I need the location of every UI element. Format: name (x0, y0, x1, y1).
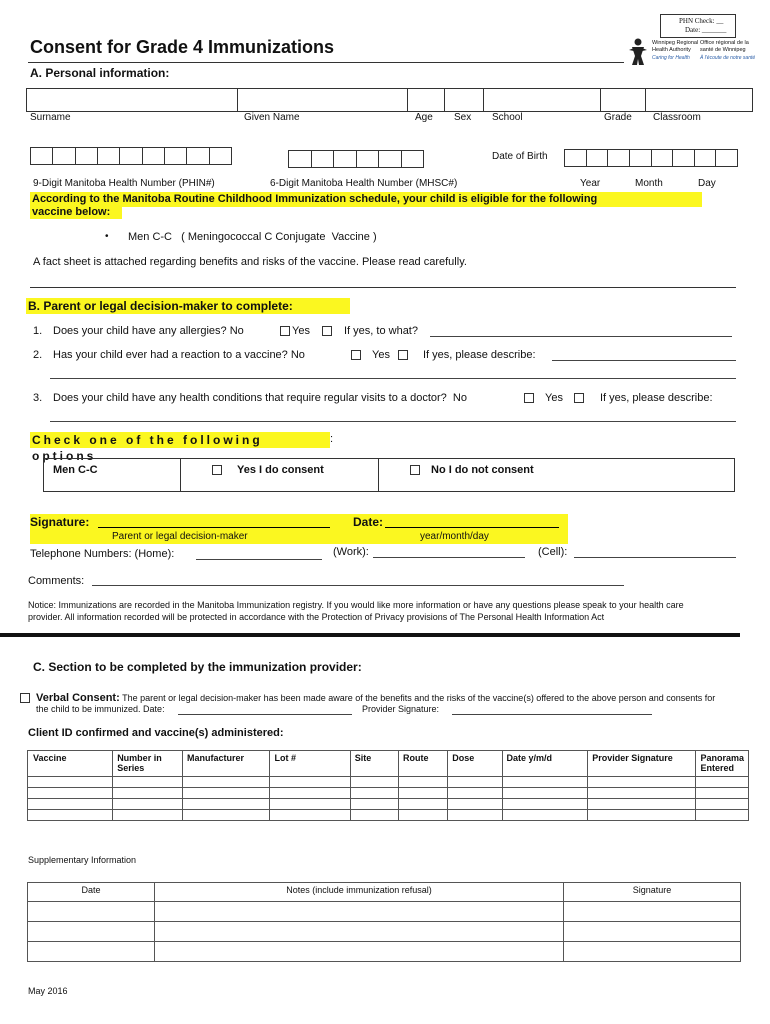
col-date: Date y/m/d (502, 751, 588, 777)
table-row[interactable] (28, 799, 749, 810)
school-label: School (492, 112, 523, 123)
mhsc-digit[interactable] (333, 150, 357, 168)
verbal-consent-label: Verbal Consent: (36, 692, 120, 704)
consent-yes-label: Yes I do consent (237, 464, 324, 476)
col-vaccine: Vaccine (28, 751, 113, 777)
col-dose: Dose (448, 751, 502, 777)
tel-cell-label: (Cell): (538, 546, 568, 558)
q2-number: 2. (33, 349, 43, 361)
section-divider-thick (0, 633, 740, 637)
date-sublabel: year/month/day (420, 531, 489, 542)
logo-fr-1: Office régional de la (700, 40, 749, 46)
tel-home-label: Telephone Numbers: (Home): (30, 548, 175, 560)
phin-digit[interactable] (97, 147, 120, 165)
surname-field[interactable] (26, 88, 238, 112)
signature-label: Signature: (30, 515, 90, 529)
supplementary-table (27, 882, 741, 962)
dob-year-digit[interactable] (607, 149, 630, 167)
page-title: Consent for Grade 4 Immunizations (30, 37, 335, 57)
q1-follow-line[interactable] (430, 336, 732, 337)
logo-en-2: Health Authority (652, 47, 691, 53)
table-row[interactable] (28, 788, 749, 799)
client-id-heading: Client ID confirmed and vaccine(s) administered: (28, 727, 284, 739)
q3-yes-label: Yes (545, 392, 563, 404)
phin-digit[interactable] (119, 147, 142, 165)
phn-check-date: Date: _______ (685, 26, 727, 34)
check-options-colon: : (330, 433, 334, 445)
q3-yes-checkbox[interactable] (574, 393, 584, 403)
table-row[interactable] (28, 942, 741, 962)
dob-year-digit[interactable] (564, 149, 587, 167)
q2-no-checkbox[interactable] (351, 350, 361, 360)
dob-day-digit[interactable] (694, 149, 717, 167)
phin-digit[interactable] (186, 147, 209, 165)
comments-label: Comments: (28, 575, 85, 587)
phn-check-label: PHN Check: __ (679, 17, 724, 25)
supp-col-notes: Notes (include immunization refusal) (155, 883, 564, 902)
q3-number: 3. (33, 392, 43, 404)
classroom-field[interactable] (645, 88, 753, 112)
logo-fr-2: santé de Winnipeg (700, 47, 746, 53)
q2-follow-line[interactable] (552, 360, 736, 361)
col-provider-signature: Provider Signature (588, 751, 696, 777)
sex-field[interactable] (444, 88, 484, 112)
tel-work-line[interactable] (373, 557, 525, 558)
logo-en-1: Winnipeg Regional (652, 40, 699, 46)
signature-line[interactable] (98, 527, 330, 528)
q1-number: 1. (33, 325, 43, 337)
col-number-in-series: Number in Series (113, 751, 183, 777)
col-manufacturer: Manufacturer (183, 751, 270, 777)
grade-label: Grade (604, 112, 632, 123)
provider-signature-label: Provider Signature: (362, 704, 440, 714)
classroom-label: Classroom (653, 112, 701, 123)
q2-yes-label: Yes (372, 349, 390, 361)
phin-digit[interactable] (209, 147, 232, 165)
col-route: Route (399, 751, 448, 777)
wrha-logo-icon (628, 38, 648, 66)
q2-yes-checkbox[interactable] (398, 350, 408, 360)
consent-vaccine-label: Men C-C (53, 464, 98, 476)
table-row[interactable] (28, 810, 749, 821)
administration-header-row (28, 751, 749, 777)
mhsc-digit[interactable] (401, 150, 425, 168)
given-name-label: Given Name (244, 112, 300, 123)
supp-col-signature: Signature (564, 883, 741, 902)
comments-line[interactable] (92, 585, 624, 586)
date-line[interactable] (385, 527, 559, 528)
mhsc-digit-boxes[interactable] (288, 150, 424, 168)
day-label: Day (698, 178, 716, 189)
phin-digit[interactable] (30, 147, 53, 165)
vaccine-bullet: • (105, 231, 109, 242)
dob-year-digit[interactable] (586, 149, 609, 167)
q1-yes-checkbox[interactable] (322, 326, 332, 336)
verbal-consent-body: The parent or legal decision-maker has been made aware of the benefits and the risks of the vaccine(s) offered to the above person and consents for (119, 693, 716, 703)
phin-digit[interactable] (164, 147, 187, 165)
consent-options-box (43, 458, 735, 492)
date-label: Date: (353, 515, 384, 529)
dob-day-digit[interactable] (715, 149, 738, 167)
tel-cell-line[interactable] (574, 557, 736, 558)
verbal-consent-text (36, 692, 715, 704)
provider-signature-line[interactable] (452, 714, 652, 715)
col-panorama-entered: Panorama Entered (696, 751, 749, 777)
eligibility-text-1: According to the Manitoba Routine Childhood Immunization schedule, your child is eligible for the following (32, 193, 598, 205)
q1-no-checkbox[interactable] (280, 326, 290, 336)
phn-check-box (660, 14, 736, 38)
vaccine-listed: Men C-C ( Meningococcal C Conjugate Vaccine ) (128, 231, 377, 243)
phin-digit-boxes[interactable] (30, 147, 232, 165)
phin-digit[interactable] (75, 147, 98, 165)
logo-en-3: Caring for Health (652, 55, 690, 61)
section-b-heading: B. Parent or legal decision-maker to complete: (26, 298, 350, 314)
consent-yes-checkbox[interactable] (212, 465, 222, 475)
col-lot: Lot # (270, 751, 350, 777)
mhsc-digit[interactable] (311, 150, 335, 168)
col-site: Site (350, 751, 398, 777)
q3-extra-line[interactable] (50, 421, 736, 422)
section-c-heading: C. Section to be completed by the immunization provider: (33, 660, 362, 674)
q1-follow-label: If yes, to what? (344, 325, 418, 337)
supplementary-header-row (28, 883, 741, 902)
dob-month-digit[interactable] (672, 149, 695, 167)
verbal-consent-checkbox[interactable] (20, 693, 30, 703)
year-label: Year (580, 178, 601, 189)
phin-digit[interactable] (142, 147, 165, 165)
q3-no-checkbox[interactable] (524, 393, 534, 403)
table-row[interactable] (28, 902, 741, 922)
consent-divider-1 (180, 458, 181, 492)
q3-follow-label: If yes, please describe: (600, 392, 713, 404)
consent-no-label: No I do not consent (431, 464, 534, 476)
tel-home-line[interactable] (196, 559, 322, 560)
tel-work-label: (Work): (333, 546, 369, 558)
notice-line-2: provider. All information recorded will be protected in accordance with the Protection of Privacy provisions of The Personal Health Information Act (28, 612, 605, 622)
dob-label: Date of Birth (492, 151, 548, 162)
wrha-logo (628, 38, 758, 68)
age-field[interactable] (407, 88, 445, 112)
logo-fr-3: À l'écoute de notre santé (700, 55, 756, 61)
notice-line-1: Notice: Immunizations are recorded in the Manitoba Immunization registry. If you would like more information or have any questions please speak to your health care (28, 600, 684, 610)
mhsc-digit[interactable] (356, 150, 380, 168)
q2-follow-label: If yes, please describe: (423, 349, 536, 361)
mhsc-digit[interactable] (378, 150, 402, 168)
consent-divider-2 (378, 458, 379, 492)
verbal-consent-line-2: the child to be immunized. Date: (36, 704, 165, 714)
phin-digit[interactable] (52, 147, 75, 165)
verbal-date-line[interactable] (178, 714, 352, 715)
surname-label: Surname (30, 112, 71, 123)
dob-month-digit[interactable] (651, 149, 674, 167)
mhsc-digit[interactable] (288, 150, 312, 168)
q3-text: Does your child have any health conditions that require regular visits to a doctor? No (53, 392, 467, 404)
consent-no-checkbox[interactable] (410, 465, 420, 475)
footer-date: May 2016 (28, 986, 68, 996)
school-field[interactable] (483, 88, 601, 112)
given-name-field[interactable] (237, 88, 408, 112)
q2-text: Has your child ever had a reaction to a vaccine? No (53, 349, 305, 361)
supp-col-date: Date (28, 883, 155, 902)
dob-boxes[interactable] (564, 149, 738, 167)
q1-yes-label: Yes (292, 325, 310, 337)
mhsc-label: 6-Digit Manitoba Health Number (MHSC#) (270, 178, 458, 189)
section-a-divider (30, 287, 736, 288)
supplementary-label: Supplementary Information (28, 855, 137, 865)
table-row[interactable] (28, 777, 749, 788)
administration-table (27, 750, 749, 821)
q1-text: Does your child have any allergies? No (53, 325, 244, 337)
grade-field[interactable] (600, 88, 646, 112)
fact-sheet-note: A fact sheet is attached regarding benefits and risks of the vaccine. Please read carefully. (33, 256, 467, 268)
section-a-heading: A. Personal information: (30, 66, 170, 80)
age-label: Age (415, 112, 433, 123)
table-row[interactable] (28, 922, 741, 942)
q2-extra-line[interactable] (50, 378, 736, 379)
check-options-heading: Check one of the following options (30, 432, 330, 448)
dob-year-digit[interactable] (629, 149, 652, 167)
month-label: Month (635, 178, 663, 189)
eligibility-text-2: vaccine below: (32, 206, 111, 218)
title-rule (28, 62, 624, 63)
phin-label: 9-Digit Manitoba Health Number (PHIN#) (33, 178, 215, 189)
signature-sublabel: Parent or legal decision-maker (112, 531, 248, 542)
sex-label: Sex (454, 112, 472, 123)
